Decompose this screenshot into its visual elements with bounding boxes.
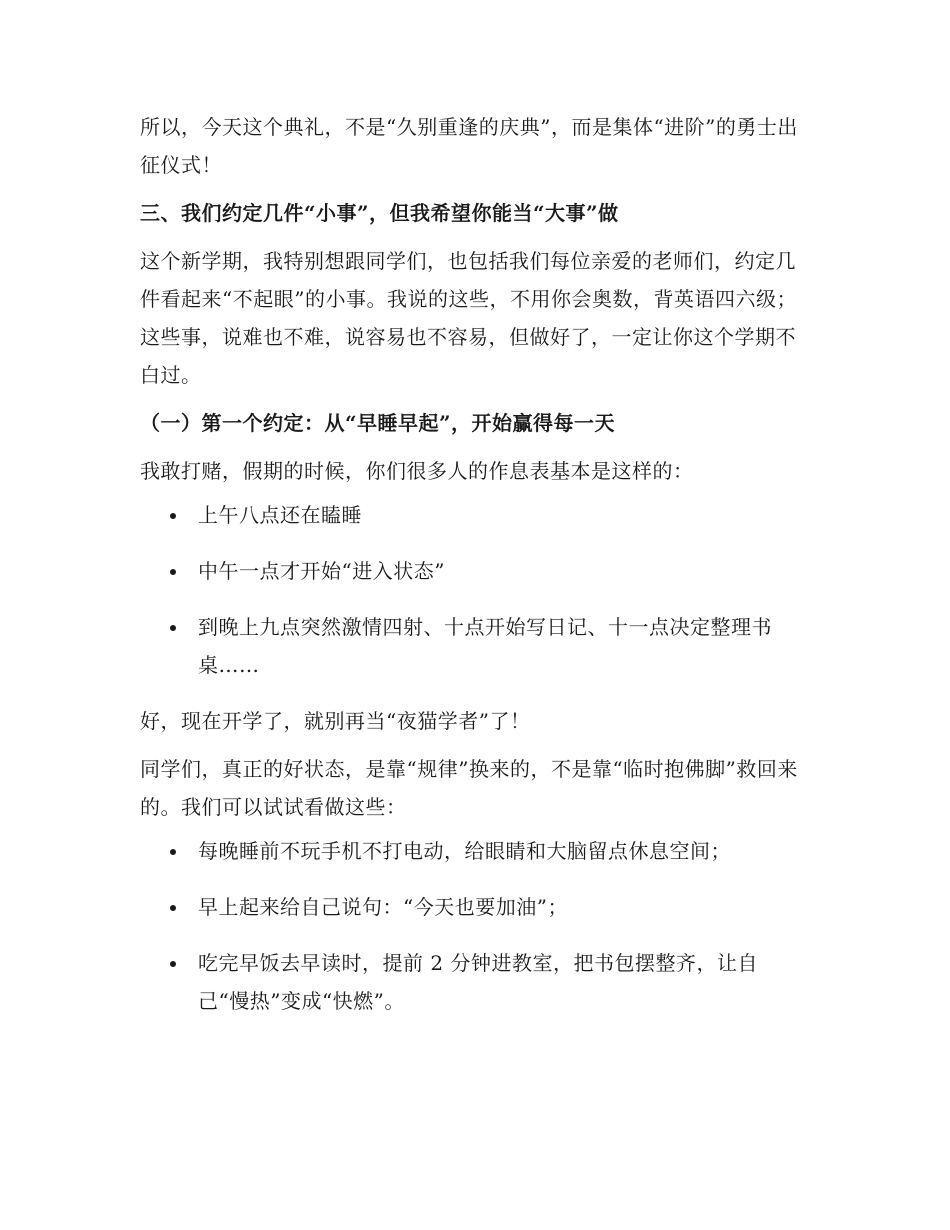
document-body [140,108,808,1038]
paragraph-regularity: 同学们，真正的好状态，是靠“规律”换来的，不是靠“临时抱佛脚”救回来的。我们可以试试看做这些： [140,757,798,819]
list-item-text: 早上起来给自己说句：“今天也要加油”； [198,895,568,919]
bullet-icon [170,961,176,967]
bullet-icon [170,849,176,855]
bullet-icon [170,513,176,519]
paragraph-vacation-schedule: 我敢打赌，假期的时候，你们很多人的作息表基本是这样的： [140,459,694,483]
vacation-schedule-list [140,496,808,684]
paragraph-new-semester: 这个新学期，我特别想跟同学们，也包括我们每位亲爱的老师们，约定几件看起来“不起眼”的小事。我说的这些，不用你会奥数，背英语四六级；这些事，说难也不难，说容易也不容易，但做好了，一定让你这个学期不白过。 [140,249,797,387]
bullet-icon [170,569,176,575]
list-item-text: 吃完早饭去早读时，提前 2 分钟进教室，把书包摆整齐，让自己“慢热”变成“快燃”。 [198,951,758,1013]
list-item [140,496,808,534]
paragraph-night-owl: 好，现在开学了，就别再当“夜猫学者”了！ [140,709,531,733]
bullet-icon [170,905,176,911]
list-item-text: 中午一点才开始“进入状态” [198,559,445,583]
bullet-icon [170,625,176,631]
list-item [140,608,808,684]
list-item [140,944,808,1020]
list-item [140,552,808,590]
section-heading-three: 三、我们约定几件“小事”，但我希望你能当“大事”做 [140,201,619,225]
list-item [140,832,808,870]
list-item-text: 每晚睡前不玩手机不打电动，给眼睛和大脑留点休息空间； [198,839,731,863]
list-item-text: 上午八点还在瞌睡 [198,503,362,527]
habit-suggestions-list [140,832,808,1020]
subheading-first-promise: （一）第一个约定：从“早睡早起”，开始赢得每一天 [140,411,616,435]
list-item-text: 到晚上九点突然激情四射、十点开始写日记、十一点决定整理书桌…… [198,615,772,677]
paragraph-ceremony: 所以，今天这个典礼，不是“久别重逢的庆典”，而是集体“进阶”的勇士出征仪式！ [140,115,798,177]
list-item [140,888,808,926]
